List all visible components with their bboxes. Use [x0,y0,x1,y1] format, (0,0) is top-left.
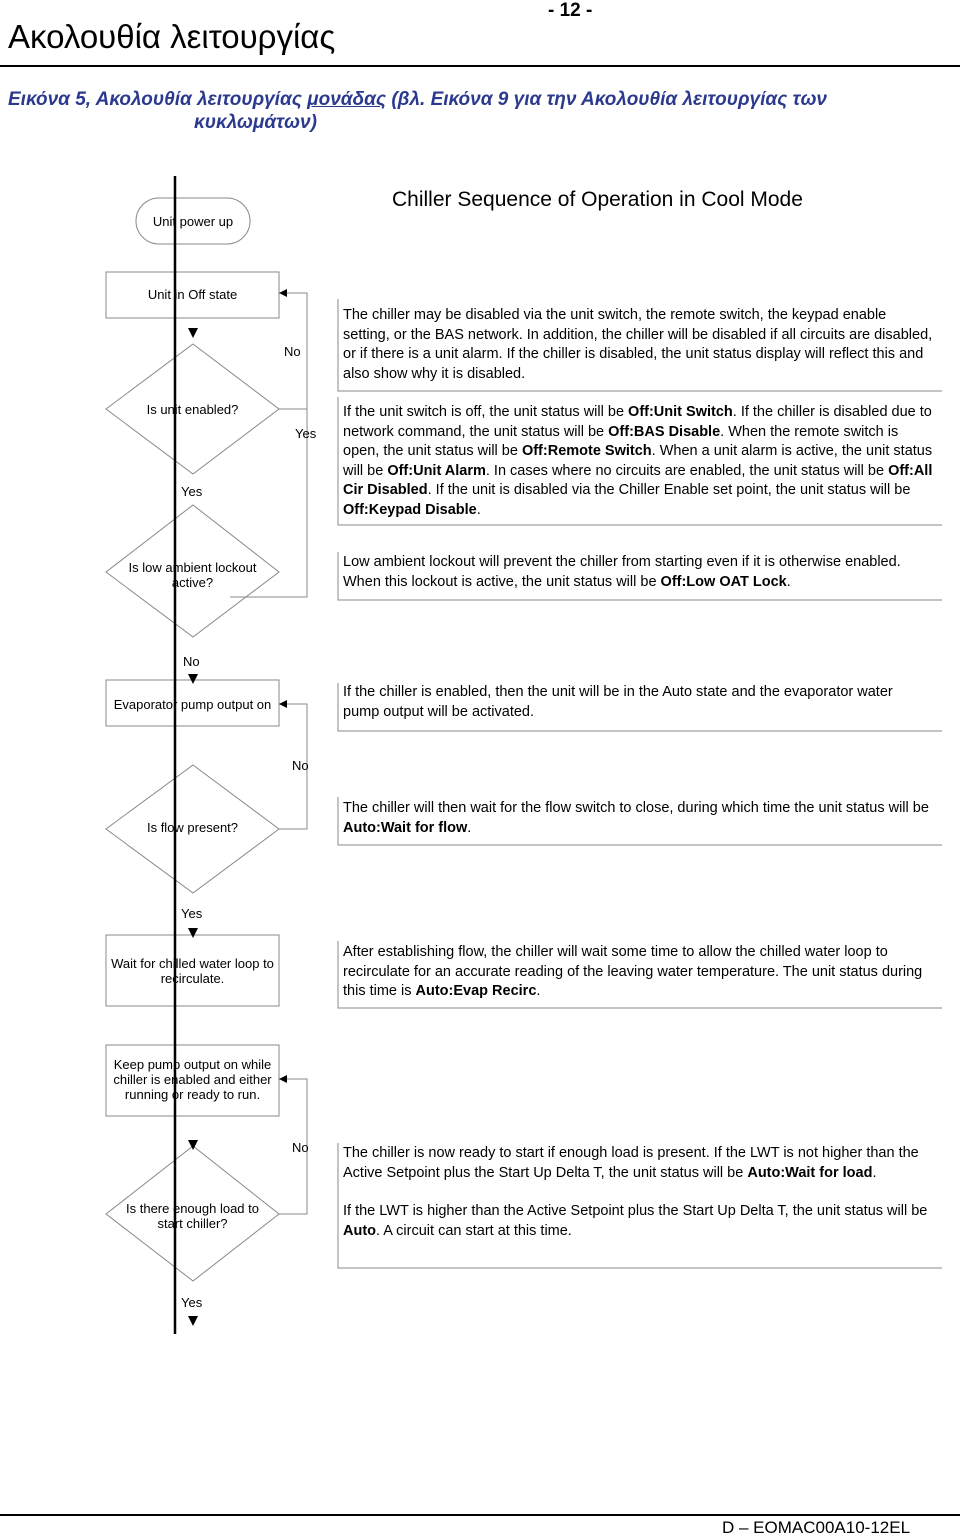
desc-text: . If the chiller is disabled due to network command, the unit status will be [343,404,932,440]
no-label-1: No [284,344,301,359]
desc-disabled-status [343,403,933,520]
desc-load [343,1144,933,1241]
desc-disabled-overview: The chiller may be disabled via the unit switch, the remote switch, the keypad enable setting, or the BAS network. In addition, the chiller will be disabled if all circuits are disabled, or if there is a unit alarm. If the chiller is disabled, the unit status display will reflect this and also show why it is disabled. [343,307,933,382]
label-evap-pump: Evaporator pump output on [113,697,272,712]
footer-divider [0,1514,960,1516]
desc-text: Low ambient lockout will prevent the chiller from starting even if it is otherwise enabled. When this lockout is active, the unit status will be [343,554,901,590]
desc-text: After establishing flow, the chiller will wait some time to allow the chilled water loop to recirculate for an accurate reading of the leaving water temperature. The unit status during this time is [343,944,923,999]
status-auto-wait-flow: Auto:Wait for flow [343,819,468,836]
desc-flow [343,799,933,838]
desc-load-para-1 [343,1144,933,1183]
yes-label-3: Yes [181,906,203,921]
caption-part-1: Εικόνα 5, Ακολουθία λειτουργίας [8,89,308,110]
desc-recirc [343,943,933,1002]
desc-load-para-2 [343,1202,933,1241]
arrow-down-3 [188,928,198,938]
desc-text: The chiller will then wait for the flow switch to close, during which time the unit status will be [343,800,929,816]
arrow-to-off-state [279,289,287,297]
status-off-remote-switch: Off:Remote Switch [521,443,652,459]
status-off-keypad-disable: Off:Keypad Disable [343,501,477,518]
desc-text: . [476,501,481,518]
desc-low-ambient [343,553,933,592]
label-unit-power-up: Unit power up [152,214,234,229]
status-auto-wait-load: Auto:Wait for load [747,1164,873,1181]
desc-evap-pump: If the chiller is enabled, then the unit will be in the Auto state and the evaporator water pump output will be activated. [343,684,893,720]
status-off-bas-disable: Off:BAS Disable [608,423,721,440]
caption-part-3: (βλ. Εικόνα 9 για την Ακολουθία λειτουργίας των [386,89,827,110]
status-off-unit-switch: Off:Unit Switch [628,404,733,420]
status-off-unit-alarm: Off:Unit Alarm [387,462,486,479]
no-label-2: No [183,654,200,669]
page-number: - 12 - [548,0,593,21]
desc-text: . [872,1164,877,1181]
no-label-3: No [292,758,309,773]
desc-text: . If the unit is disabled via the Chiller Enable set point, the unit status will be [427,482,911,498]
arrow-down-1 [188,328,198,338]
status-off-all-cir-disabled: Off:All Cir Disabled [343,462,933,498]
desc-text: . In cases where no circuits are enabled, the unit status will be [485,462,889,479]
label-keep-pump: Keep pump output on while chiller is enabled and either running or ready to run. [113,1057,272,1102]
desc-text: . [786,573,791,590]
desc-text: . When the remote switch is open, the unit status will be [343,423,899,459]
arrow-to-keep-pump [279,1075,287,1083]
desc-text: . [536,983,541,999]
status-auto-evap-recirc: Auto:Evap Recirc [415,983,537,999]
caption-part-4: κυκλωμάτων) [194,112,317,133]
desc-text: If the LWT is higher than the Active Setpoint plus the Start Up Delta T, the unit status will be [343,1203,928,1219]
flowchart-title: Chiller Sequence of Operation in Cool Mode [392,188,803,211]
desc-text: The chiller is now ready to start if enough load is present. If the LWT is not higher than the Active Setpoint plus the Start Up Delta T, the unit status will be [343,1145,919,1181]
desc-text: . When a unit alarm is active, the unit status will be [343,443,933,479]
no-label-4: No [292,1140,309,1155]
arrow-to-evap-pump [279,700,287,708]
arrow-down-5 [188,1316,198,1326]
desc-text: . [467,819,472,836]
label-flow-present: Is flow present? [146,820,239,835]
yes-label-1: Yes [295,426,317,441]
label-is-unit-enabled: Is unit enabled? [146,402,239,417]
label-wait-chilled: Wait for chilled water loop to recirculate. [111,956,274,986]
caption-part-2: μονάδας [307,89,387,110]
label-low-ambient: Is low ambient lockout active? [128,560,257,590]
page-title: Ακολουθία λειτουργίας [8,18,336,55]
label-enough-load: Is there enough load to start chiller? [126,1201,259,1231]
status-off-low-oat-lock: Off:Low OAT Lock [660,573,787,590]
arrow-down-2 [188,674,198,684]
desc-text: . A circuit can start at this time. [376,1222,572,1239]
yes-label-4: Yes [181,1295,203,1310]
document-code: D – EOMAC00A10-12EL [722,1518,911,1537]
yes-label-2: Yes [181,484,203,499]
desc-text: If the unit switch is off, the unit status will be [343,404,629,420]
status-auto: Auto [343,1222,377,1239]
label-unit-off-state: Unit in Off state [147,287,238,302]
